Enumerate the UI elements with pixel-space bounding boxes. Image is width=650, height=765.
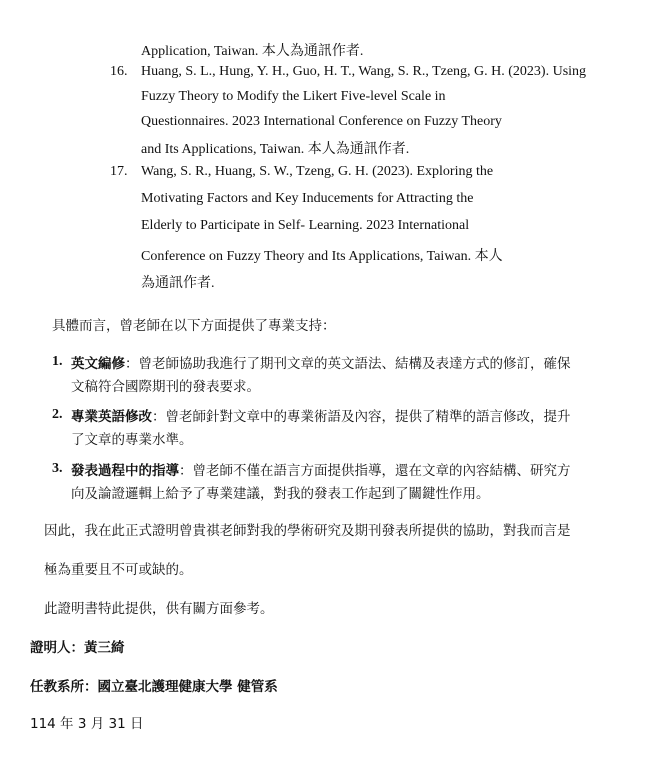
reference-line: Huang, S. L., Hung, Y. H., Guo, H. T., Wang, S. R., Tzeng, G. H. (2023). Using: [141, 64, 587, 79]
reference-line: Questionnaires. 2023 International Conference on Fuzzy Theory: [141, 114, 502, 129]
reference-line: 為通訊作者.: [141, 276, 215, 291]
conclusion-paragraph: 因此，我在此正式證明曾貴祺老師對我的學術研究及期刊發表所提供的協助，對我而言是: [44, 523, 571, 539]
reference-line: Wang, S. R., Huang, S. W., Tzeng, G. H. (2023). Exploring the: [141, 164, 494, 179]
support-item-line: [71, 459, 571, 479]
support-item-number: 2.: [52, 407, 63, 422]
certifier-name: 證明人：黃三綺: [30, 640, 125, 656]
reference-line: and Its Applications, Taiwan. 本人為通訊作者.: [141, 142, 410, 157]
reference-line: Motivating Factors and Key Inducements for Attracting the: [141, 191, 474, 206]
reference-number: 16.: [110, 64, 128, 79]
reference-line: Conference on Fuzzy Theory and Its Applications, Taiwan. 本人: [141, 249, 503, 264]
support-item-line: [71, 405, 571, 425]
support-item-title: 英文編修: [71, 356, 125, 372]
support-item-text: ：曾老師不僅在語言方面提供指導，還在文章的內容結構、研究方: [179, 463, 571, 479]
reference-number: 17.: [110, 164, 128, 179]
conclusion-paragraph: 極為重要且不可或缺的。: [44, 562, 193, 578]
department: 任教系所：國立臺北護理健康大學 健管系: [30, 679, 278, 695]
support-item-text: 向及論證邏輯上給予了專業建議，對我的發表工作起到了關鍵性作用。: [71, 486, 490, 502]
date: 114 年 3 月 31 日: [30, 716, 144, 732]
support-item-title: 專業英語修改: [71, 409, 152, 425]
support-item-number: 1.: [52, 354, 63, 369]
reference-line: Fuzzy Theory to Modify the Likert Five-level Scale in: [141, 89, 446, 104]
support-item-text: ：曾老師針對文章中的專業術語及內容，提供了精準的語言修改，提升: [152, 409, 571, 425]
support-item-line: [71, 352, 571, 372]
support-item-title: 發表過程中的指導: [71, 463, 179, 479]
support-item-text: 文稿符合國際期刊的發表要求。: [71, 379, 260, 395]
reference-line: Elderly to Participate in Self- Learning. 2023 International: [141, 218, 470, 233]
intro-paragraph: 具體而言，曾老師在以下方面提供了專業支持：: [52, 318, 336, 334]
support-item-text: 了文章的專業水準。: [71, 432, 193, 448]
certificate-note: 此證明書特此提供，供有關方面參考。: [44, 601, 274, 617]
reference-line: Application, Taiwan. 本人為通訊作者.: [141, 44, 364, 59]
support-item-text: ：曾老師協助我進行了期刊文章的英文語法、結構及表達方式的修訂，確保: [125, 356, 571, 372]
support-item-number: 3.: [52, 461, 63, 476]
